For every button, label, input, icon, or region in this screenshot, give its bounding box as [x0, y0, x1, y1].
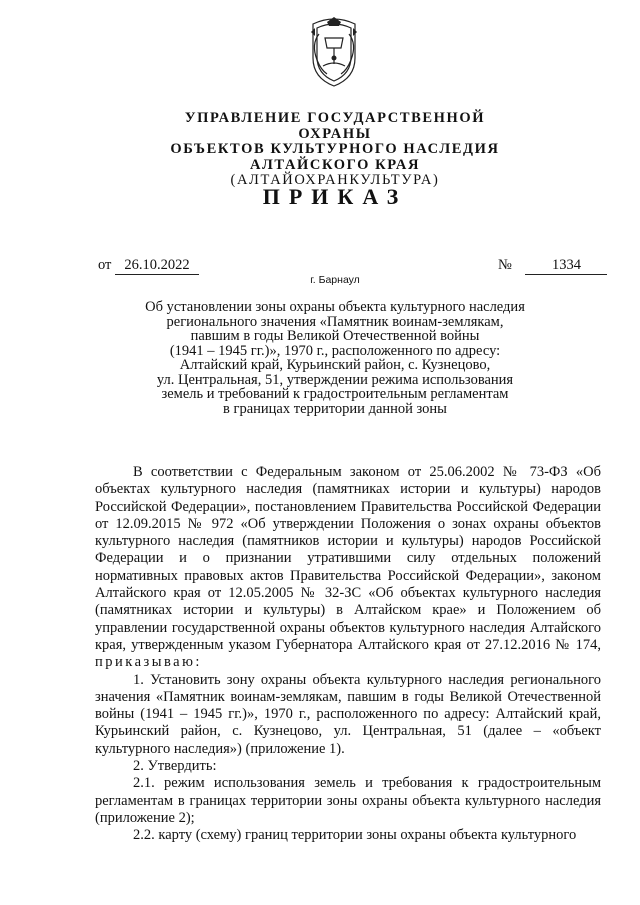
subject-line: в границах территории данной зоны	[223, 400, 447, 417]
subject-line: Об установлении зоны охраны объекта культурного наследия	[145, 299, 525, 315]
preamble-text: В соответствии с Федеральным законом от 25.06.2002 № 73-ФЗ «Об объектах культурного наследия (памятниках истории и культуры) народов Российской Федерации», постановлением Правительства Российской Федерации от 12.09.2015 № 972 «Об утверждении Положения о зонах охраны объектов культурного наследия (памятников истории и культуры) народов Российской Федерации и о признании утратившими силу отдельных положений нормативных правовых актов Правительства Российской Федерации», законом Алтайского края от 12.05.2005 № 32-ЗС «Об объектах культурного наследия (памятниках истории и культуры) в Алтайском крае» и Положением об управлении государственной охраны объектов культурного наследия Алтайского края, утвержденным указом Губернатора Алтайского края от 27.12.2016 № 174,	[95, 464, 601, 653]
number-block	[498, 257, 607, 275]
org-abbreviation: (АЛТАЙОХРАНКУЛЬТУРА)	[230, 172, 440, 188]
coat-of-arms-emblem	[305, 14, 363, 90]
date-block	[98, 257, 199, 275]
city-label: г. Барнаул	[310, 274, 360, 286]
subject-line: павшим в годы Великой Отечественной войны	[190, 328, 480, 344]
order-verb: приказываю:	[95, 654, 202, 671]
order-number: 1334	[525, 257, 607, 275]
subject-line: Алтайский край, Курьинский район, с. Кузнецово,	[179, 357, 491, 373]
order-body	[95, 464, 601, 845]
date-prefix: от	[98, 257, 112, 273]
org-name-line-1: УПРАВЛЕНИЕ ГОСУДАРСТВЕННОЙ ОХРАНЫ	[184, 110, 486, 142]
clause-2-paragraph: 2. Утвердить:	[133, 758, 217, 775]
clause-2-1-paragraph: 2.1. режим использования земель и требования к градостроительным регламентам в границах территории зоны охраны объекта культурного наследия (приложение 2);	[95, 775, 601, 826]
subject-line: земель и требований к градостроительным регламентам	[161, 386, 509, 402]
subject-line: регионального значения «Памятник воинам-землякам,	[166, 313, 504, 330]
subject-line: ул. Центральная, 51, утверждении режима использования	[156, 371, 514, 388]
subject-line: (1941 – 1945 гг.)», 1970 г., расположенного по адресу:	[169, 342, 501, 359]
organization-header	[150, 111, 520, 189]
clause-2-2-paragraph: 2.2. карту (схему) границ территории зоны охраны объекта культурного	[133, 827, 577, 844]
org-name-line-2: ОБЪЕКТОВ КУЛЬТУРНОГО НАСЛЕДИЯ	[170, 141, 500, 157]
number-prefix: №	[498, 257, 512, 273]
org-name-line-3: АЛТАЙСКОГО КРАЯ	[249, 156, 421, 173]
order-date: 26.10.2022	[115, 257, 199, 275]
document-title: ПРИКАЗ	[262, 184, 408, 209]
preamble-paragraph	[95, 464, 601, 672]
order-subject	[120, 300, 550, 416]
clause-1-paragraph: 1. Установить зону охраны объекта культурного наследия регионального значения «Памятник воинам-землякам, павшим в годы Великой Отечественной войны (1941 – 1945 гг.)», 1970 г., расположенного по адресу: Алтайский край, Курьинский район, с. Кузнецово, ул. Центральная, 51 (далее – «объект культурного наследия») (приложение 1).	[95, 671, 601, 757]
